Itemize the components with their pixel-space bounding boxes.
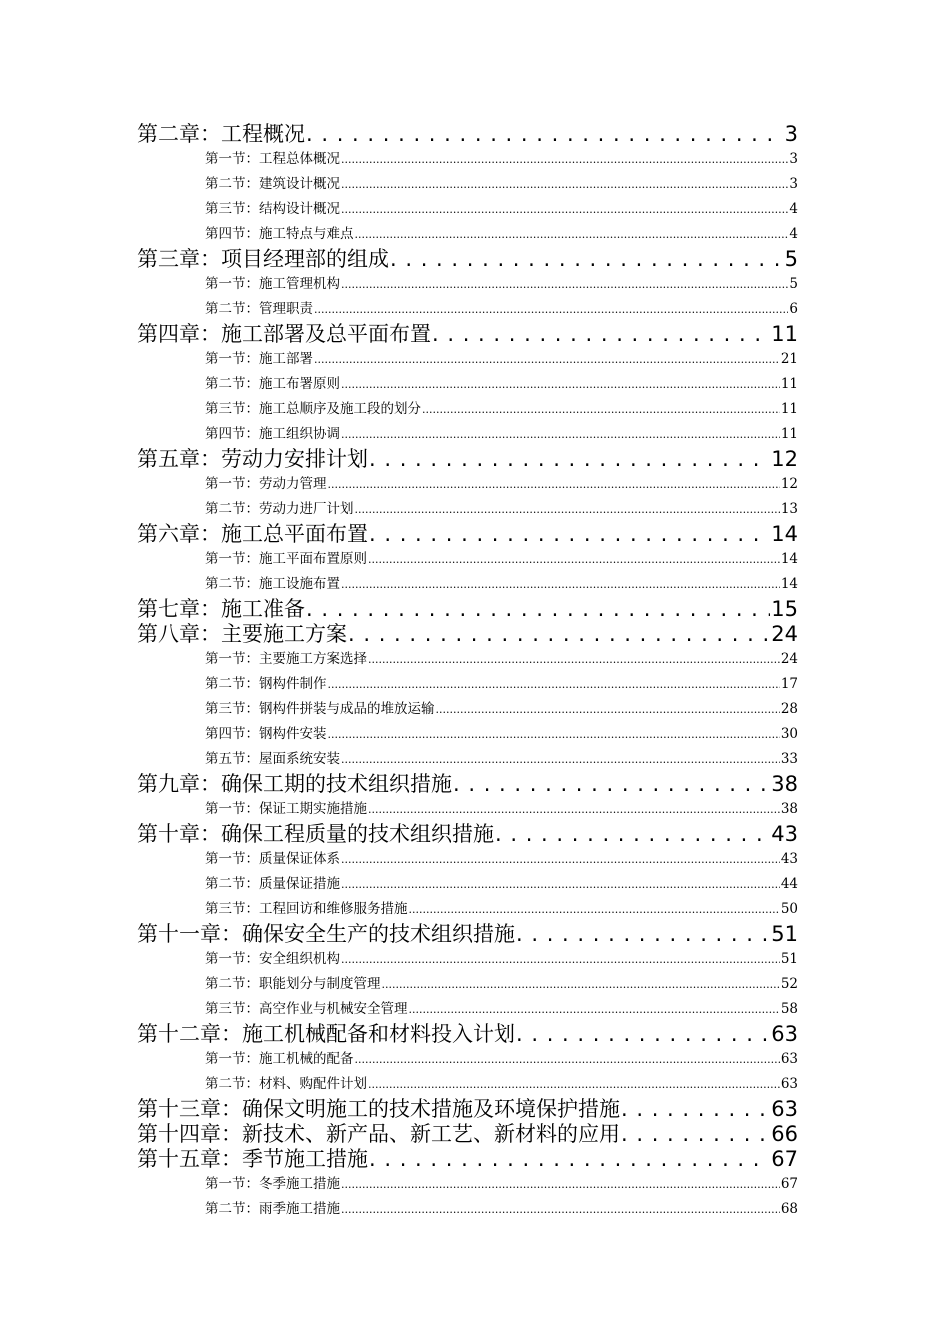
toc-section-page: 21 (780, 351, 798, 367)
toc-section-title: 第二节：材料、购配件计划 (205, 1076, 367, 1092)
dot-leader (422, 397, 780, 422)
toc-section-page: 11 (780, 401, 798, 417)
dot-leader (314, 297, 788, 322)
toc-chapter-title: 第九章：确保工期的技术组织措施 (137, 772, 452, 796)
toc-section[interactable] (205, 372, 798, 397)
toc-section-title: 第一节：施工部署 (205, 351, 313, 367)
dot-leader (341, 147, 788, 172)
dot-leader (314, 347, 780, 372)
toc-section-page: 11 (780, 376, 798, 392)
dot-leader (341, 872, 780, 897)
dot-leader (341, 747, 780, 772)
dot-leader (348, 622, 770, 647)
toc-section-page: 67 (780, 1176, 798, 1192)
dot-leader (409, 897, 780, 922)
toc-section-page: 38 (780, 801, 798, 817)
toc-section[interactable] (205, 397, 798, 422)
dot-leader (306, 122, 784, 147)
toc-section-page: 4 (789, 201, 798, 217)
toc-chapter-page: 43 (771, 822, 798, 846)
toc-chapter-page: 66 (771, 1122, 798, 1146)
toc-section[interactable] (205, 472, 798, 497)
toc-chapter-title: 第十一章：确保安全生产的技术组织措施 (137, 922, 515, 946)
toc-section-title: 第二节：雨季施工措施 (205, 1201, 340, 1217)
toc-chapter[interactable] (137, 1022, 798, 1047)
toc-chapter-page: 11 (771, 322, 798, 346)
dot-leader (368, 1072, 780, 1097)
toc-chapter-title: 第三章：项目经理部的组成 (137, 247, 389, 271)
toc-section-page: 68 (780, 1201, 798, 1217)
toc-section-title: 第一节：施工机械的配备 (205, 1051, 354, 1067)
dot-leader (341, 372, 780, 397)
dot-leader (355, 1047, 780, 1072)
toc-section-title: 第一节：保证工期实施措施 (205, 801, 367, 817)
dot-leader (516, 922, 770, 947)
dot-leader (368, 797, 780, 822)
toc-section[interactable] (205, 572, 798, 597)
toc-section-title: 第四节：施工特点与难点 (205, 226, 354, 242)
toc-section-title: 第二节：质量保证措施 (205, 876, 340, 892)
toc-section-title: 第一节：安全组织机构 (205, 951, 340, 967)
toc-section[interactable] (205, 1047, 798, 1072)
toc-chapter[interactable] (137, 622, 798, 647)
toc-section-page: 11 (780, 426, 798, 442)
dot-leader (341, 172, 788, 197)
toc-chapter[interactable] (137, 522, 798, 547)
toc-section-title: 第二节：施工布署原则 (205, 376, 340, 392)
toc-section[interactable] (205, 647, 798, 672)
toc-section-title: 第一节：施工平面布置原则 (205, 551, 367, 567)
toc-section-title: 第三节：工程回访和维修服务措施 (205, 901, 408, 917)
toc-section-title: 第三节：钢构件拼装与成品的堆放运输 (205, 701, 435, 717)
dot-leader (341, 847, 780, 872)
toc-section-page: 6 (789, 301, 798, 317)
toc-chapter-page: 14 (771, 522, 798, 546)
toc-chapter-title: 第七章：施工准备 (137, 597, 305, 621)
toc-section-page: 43 (780, 851, 798, 867)
toc-chapter-title: 第十三章：确保文明施工的技术措施及环境保护措施 (137, 1097, 620, 1121)
toc-chapter-title: 第四章：施工部署及总平面布置 (137, 322, 431, 346)
toc-chapter[interactable] (137, 597, 798, 622)
toc-chapter[interactable] (137, 122, 798, 147)
dot-leader (436, 697, 780, 722)
dot-leader (368, 647, 780, 672)
toc-section-title: 第一节：施工管理机构 (205, 276, 340, 292)
toc-section-page: 28 (780, 701, 798, 717)
toc-chapter-page: 3 (784, 122, 798, 146)
toc-chapter-title: 第十章：确保工程质量的技术组织措施 (137, 822, 494, 846)
dot-leader (328, 722, 780, 747)
toc-section-page: 58 (780, 1001, 798, 1017)
toc-section[interactable] (205, 422, 798, 447)
toc-chapter[interactable] (137, 1147, 798, 1172)
toc-section[interactable] (205, 147, 798, 172)
dot-leader (341, 422, 780, 447)
toc-chapter[interactable] (137, 822, 798, 847)
toc-section[interactable] (205, 797, 798, 822)
toc-chapter-title: 第八章：主要施工方案 (137, 622, 347, 646)
dot-leader (369, 522, 770, 547)
dot-leader (369, 447, 770, 472)
toc-section-title: 第一节：劳动力管理 (205, 476, 327, 492)
dot-leader (341, 947, 780, 972)
dot-leader (341, 1197, 780, 1222)
table-of-contents (137, 122, 798, 1222)
toc-chapter[interactable] (137, 1122, 798, 1147)
toc-section-title: 第一节：质量保证体系 (205, 851, 340, 867)
toc-section-title: 第二节：管理职责 (205, 301, 313, 317)
toc-chapter[interactable] (137, 447, 798, 472)
toc-section-title: 第二节：钢构件制作 (205, 676, 327, 692)
toc-section-page: 24 (780, 651, 798, 667)
toc-section[interactable] (205, 1197, 798, 1222)
toc-section-title: 第四节：钢构件安装 (205, 726, 327, 742)
toc-section-title: 第三节：施工总顺序及施工段的划分 (205, 401, 421, 417)
dot-leader (355, 222, 789, 247)
toc-section[interactable] (205, 497, 798, 522)
toc-section[interactable] (205, 172, 798, 197)
dot-leader (453, 772, 770, 797)
toc-section-title: 第一节：冬季施工措施 (205, 1176, 340, 1192)
toc-section-page: 51 (780, 951, 798, 967)
toc-section-page: 12 (780, 476, 798, 492)
toc-chapter-title: 第十四章：新技术、新产品、新工艺、新材料的应用 (137, 1122, 620, 1146)
dot-leader (382, 972, 780, 997)
toc-chapter[interactable] (137, 1097, 798, 1122)
toc-section[interactable] (205, 297, 798, 322)
toc-chapter-page: 51 (771, 922, 798, 946)
toc-section-page: 3 (789, 151, 798, 167)
toc-section-page: 17 (780, 676, 798, 692)
toc-chapter-title: 第十五章：季节施工措施 (137, 1147, 368, 1171)
toc-chapter[interactable] (137, 922, 798, 947)
dot-leader (341, 1172, 780, 1197)
toc-chapter-page: 12 (771, 447, 798, 471)
dot-leader (621, 1122, 770, 1147)
toc-section[interactable] (205, 272, 798, 297)
toc-section[interactable] (205, 222, 798, 247)
toc-section[interactable] (205, 672, 798, 697)
toc-section-title: 第一节：工程总体概况 (205, 151, 340, 167)
toc-section[interactable] (205, 847, 798, 872)
toc-section[interactable] (205, 872, 798, 897)
toc-section-title: 第二节：劳动力进厂计划 (205, 501, 354, 517)
toc-section-page: 63 (780, 1076, 798, 1092)
toc-section[interactable] (205, 722, 798, 747)
toc-section-title: 第四节：施工组织协调 (205, 426, 340, 442)
dot-leader (495, 822, 770, 847)
toc-section[interactable] (205, 972, 798, 997)
toc-section-title: 第一节：主要施工方案选择 (205, 651, 367, 667)
toc-section[interactable] (205, 897, 798, 922)
toc-chapter[interactable] (137, 772, 798, 797)
toc-section[interactable] (205, 947, 798, 972)
toc-section[interactable] (205, 1072, 798, 1097)
toc-section[interactable] (205, 1172, 798, 1197)
toc-section-title: 第二节：施工设施布置 (205, 576, 340, 592)
toc-section-page: 5 (789, 276, 798, 292)
toc-section-title: 第五节：屋面系统安装 (205, 751, 340, 767)
toc-section-page: 14 (780, 551, 798, 567)
toc-section-page: 3 (789, 176, 798, 192)
toc-chapter-page: 5 (784, 247, 798, 271)
dot-leader (328, 472, 780, 497)
toc-section[interactable] (205, 347, 798, 372)
toc-section-title: 第二节：建筑设计概况 (205, 176, 340, 192)
dot-leader (355, 497, 780, 522)
toc-section-title: 第三节：结构设计概况 (205, 201, 340, 217)
dot-leader (341, 572, 780, 597)
toc-section-page: 33 (780, 751, 798, 767)
toc-section-page: 30 (780, 726, 798, 742)
toc-section[interactable] (205, 197, 798, 222)
toc-chapter-page: 67 (771, 1147, 798, 1171)
toc-chapter-title: 第五章：劳动力安排计划 (137, 447, 368, 471)
toc-chapter-page: 38 (771, 772, 798, 796)
dot-leader (341, 272, 788, 297)
dot-leader (621, 1097, 770, 1122)
toc-chapter-title: 第六章：施工总平面布置 (137, 522, 368, 546)
dot-leader (390, 247, 784, 272)
toc-chapter-page: 24 (771, 622, 798, 646)
dot-leader (409, 997, 780, 1022)
toc-section[interactable] (205, 747, 798, 772)
toc-chapter[interactable] (137, 322, 798, 347)
dot-leader (328, 672, 780, 697)
dot-leader (516, 1022, 770, 1047)
toc-section[interactable] (205, 997, 798, 1022)
toc-section-page: 14 (780, 576, 798, 592)
toc-section-page: 44 (780, 876, 798, 892)
toc-chapter-page: 15 (771, 597, 798, 621)
toc-section-page: 63 (780, 1051, 798, 1067)
dot-leader (432, 322, 770, 347)
toc-section[interactable] (205, 547, 798, 572)
dot-leader (369, 1147, 770, 1172)
dot-leader (306, 597, 770, 622)
dot-leader (341, 197, 788, 222)
toc-section-page: 52 (780, 976, 798, 992)
toc-section-page: 4 (789, 226, 798, 242)
toc-chapter-title: 第二章：工程概况 (137, 122, 305, 146)
toc-chapter-title: 第十二章：施工机械配备和材料投入计划 (137, 1022, 515, 1046)
toc-chapter-page: 63 (771, 1022, 798, 1046)
toc-section-page: 50 (780, 901, 798, 917)
dot-leader (368, 547, 780, 572)
toc-section[interactable] (205, 697, 798, 722)
toc-section-title: 第三节：高空作业与机械安全管理 (205, 1001, 408, 1017)
toc-section-page: 13 (780, 501, 798, 517)
toc-section-title: 第二节：职能划分与制度管理 (205, 976, 381, 992)
toc-chapter-page: 63 (771, 1097, 798, 1121)
toc-chapter[interactable] (137, 247, 798, 272)
